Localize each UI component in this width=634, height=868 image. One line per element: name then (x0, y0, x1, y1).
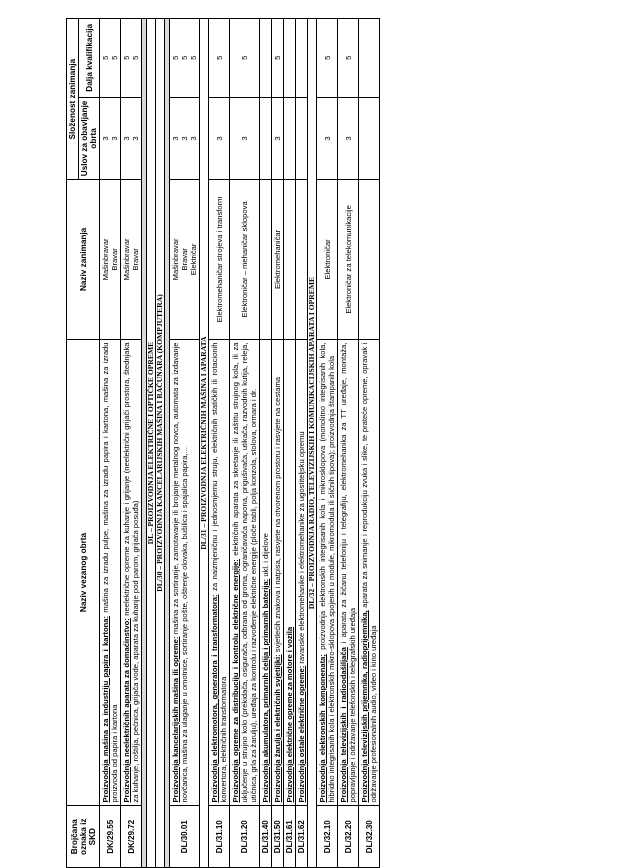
row-condition (121, 97, 142, 180)
header-code: Brojčana oznaka iz SKD (67, 806, 100, 868)
rotated-landscape-page (66, 18, 591, 868)
header-condition: Uslov za obavljanje obrta (79, 97, 100, 180)
row-title: Proizvodnja akumulatora, primarnih ćelija i primarnih baterija: (261, 578, 270, 803)
row-text: za naizmjeničnu i jednosmjernu struju, električnih statičkih ili rotacionih konvertora, električnih transformatora (210, 342, 228, 803)
row-code: DK/29.72 (121, 806, 142, 868)
further-line: 5 (122, 55, 131, 60)
row-further (359, 19, 380, 98)
row-code: DL/31.50 (272, 806, 284, 868)
row-occupation (338, 180, 359, 339)
condition-line: 3 (110, 136, 119, 141)
row-condition (296, 97, 308, 180)
further-line: 5 (101, 55, 110, 60)
section-heading: DL – PROIZVODNJA ELEKTRIČNE I OPTIČKE OPREME (147, 19, 156, 868)
row-occupation (121, 180, 142, 339)
condition-line: 3 (189, 136, 198, 141)
row-title: Proizvodnja neelektričnih aparata za domaćinstvo: (122, 618, 131, 803)
row-title: Proizvodnja elektronskih komponenata; (318, 654, 327, 803)
row-condition (359, 97, 380, 180)
row-further (170, 19, 200, 98)
row-text: ukl. i dijelove (261, 533, 270, 579)
row-code: DL/30.01 (170, 806, 200, 868)
row-occupation (209, 180, 230, 339)
row-condition (317, 97, 338, 180)
further-line: 5 (131, 55, 140, 60)
row-description (230, 339, 260, 806)
row-code: DL/31.62 (296, 806, 308, 868)
section-row (156, 19, 165, 868)
further-line: 5 (110, 55, 119, 60)
row-condition (260, 97, 272, 180)
table-row (260, 19, 272, 868)
condition-line: 3 (122, 136, 131, 141)
row-description (121, 339, 142, 806)
table-row (296, 19, 308, 868)
row-occupation (230, 180, 260, 339)
occupation-line: Mašinbravar (171, 238, 180, 281)
row-description (260, 339, 272, 806)
row-code: DL/31.40 (260, 806, 272, 868)
row-title: Proizvodnja televizijskih i radioodašiljača (339, 647, 348, 803)
row-occupation (284, 180, 296, 339)
table-row (338, 19, 359, 868)
row-further (260, 19, 272, 98)
occupations-table (66, 18, 380, 868)
row-occupation (317, 180, 338, 339)
further-line: 5 (322, 55, 332, 60)
row-further (296, 19, 308, 98)
row-occupation (359, 180, 380, 339)
row-text: električnih aparata za skretanje ili zaštitu strujnog kola, ili za uključenje u strujno kolo (prekidača, osigurača, odbrana od groma, ograničavača napona, prigušivača, utikača, razvodnih kutija, releja, utičnica, grla za žarulju), uređaja za kontrolu i razvođenje električne energije (ploče tabli, polja konzola, stolova, ormara i dr. (231, 342, 258, 803)
row-title: Proizvodnja ostale električne opreme: (297, 665, 306, 803)
row-title: Proizvodnja opreme za distribuciju i kontrolu električne energije: (231, 559, 240, 803)
row-further (272, 19, 284, 98)
row-description (338, 339, 359, 806)
occupation-line: Elektroničar (322, 239, 332, 280)
occupation-line: Mašinbravar (122, 238, 131, 281)
row-title: Proizvodnja televizijskih prijemnika, radioprijemnika, (360, 610, 369, 803)
row-text: aparata za snimanje i reprodukciju zvuka i slike, te prateće opreme, opravak i održavanje profesionalnih audio, video i kino uređaja (360, 342, 378, 803)
row-description (100, 339, 121, 806)
occupation-line: Bravar (180, 248, 189, 271)
table-row (359, 19, 380, 868)
row-description (359, 339, 380, 806)
row-code: DL/32.20 (338, 806, 359, 868)
row-title: Proizvodnja električne opreme za motore i vozila (285, 626, 294, 803)
occupation-line: Elektroničar za telekomunikacije (343, 205, 353, 314)
row-title: Proizvodnja kancelarijskih mašina ili opreme: (171, 636, 180, 803)
row-further (317, 19, 338, 98)
further-line: 5 (343, 55, 353, 60)
row-text: ravanske elektromehanike i elektromehanike za ugostiteljsku opremu (297, 431, 306, 666)
row-description (284, 339, 296, 806)
row-occupation (260, 180, 272, 339)
condition-line: 3 (101, 136, 110, 141)
condition-line: 3 (273, 136, 282, 141)
row-code: DL/32.10 (317, 806, 338, 868)
row-further (284, 19, 296, 98)
table-row (230, 19, 260, 868)
row-occupation (170, 180, 200, 339)
row-further (121, 19, 142, 98)
row-condition (230, 97, 260, 180)
row-code: DL/31.20 (230, 806, 260, 868)
row-further (230, 19, 260, 98)
row-further (100, 19, 121, 98)
row-condition (100, 97, 121, 180)
further-line: 5 (180, 55, 189, 60)
header-related-trade: Naziv vezanog obrta (67, 339, 100, 806)
occupation-line: Bravar (131, 248, 140, 271)
condition-line: 3 (214, 136, 224, 141)
occupation-line: Električar (189, 243, 198, 276)
occupation-line: Elektromehaničar strojeva i transform (214, 196, 224, 323)
header-occupation: Naziv zanimanja (67, 180, 100, 339)
further-line: 5 (214, 55, 224, 60)
table-body (100, 19, 380, 868)
row-code: DL/31.61 (284, 806, 296, 868)
table-row (317, 19, 338, 868)
row-further (209, 19, 230, 98)
condition-line: 3 (322, 136, 332, 141)
table-row (209, 19, 230, 868)
further-line: 5 (273, 55, 282, 60)
row-condition (338, 97, 359, 180)
row-occupation (100, 180, 121, 339)
row-occupation (272, 180, 284, 339)
row-description (170, 339, 200, 806)
row-text: neelektrične opreme za kuhanje i grijanje (neelektrični grijači prostora, štednjaka za kuhanje, roštilja, pećnica, grijača vode, aparata za kuhanje pod parom, grijača posuđa) (122, 342, 140, 803)
row-code: DL/31.10 (209, 806, 230, 868)
table-row (170, 19, 200, 868)
row-title: Proizvodnja elektromotora, generatora i transformatora: (210, 594, 219, 803)
further-line: 5 (189, 55, 198, 60)
row-text: mašina za sortiranje, zamotavanje ili brojanje metalnog novca, automata za izdavanje novčanica, mašina za ulaganje u omotnice, sortiranje pošte, oštrenje olovaka, bušilica i spajalica papira,... (171, 342, 189, 803)
section-row (308, 19, 317, 868)
row-title: Proizvodnja žarulja i električnih svjetiljki: (273, 654, 282, 803)
table-row (284, 19, 296, 868)
table-row (100, 19, 121, 868)
row-description (272, 339, 284, 806)
row-title: Proizvodnja mašina za industriju papira i kartona: (101, 615, 110, 803)
row-further (338, 19, 359, 98)
row-text: svjetlećih znakova i natpisa, rasvjete na otvorenom prostoru i rasvjete na cestama (273, 377, 282, 655)
header-further-qualification: Dalja kvalifikacija (79, 19, 100, 98)
row-text: i aparata za žičanu telefoniju i telegrafiju, elektromehanika za TT uređaje, montaža, popravljanje i održavanje telefonskih i telegrafskih uređaja (339, 342, 357, 803)
row-condition (284, 97, 296, 180)
section-heading: DL/31 – PROIZVODNJA ELEKTRIČNIH MAŠINA I APARATA (200, 19, 209, 868)
condition-line: 3 (180, 136, 189, 141)
condition-line: 3 (131, 136, 140, 141)
occupation-line: Elektromehaničar (273, 229, 282, 289)
row-code: DK/29.55 (100, 806, 121, 868)
condition-line: 3 (240, 136, 249, 141)
row-condition (209, 97, 230, 180)
row-condition (272, 97, 284, 180)
condition-line: 3 (171, 136, 180, 141)
section-row (200, 19, 209, 868)
row-condition (170, 97, 200, 180)
further-line: 5 (171, 55, 180, 60)
section-heading: DL/30 – PROIZVODNJA KANCELARIJSKIH MAŠINA I RAČUNARA (KOMPJUTERA) (156, 19, 165, 868)
row-text: proizvodnja elektronskih integrisanih kola i mikrosklopova (monolitno integrisanih kola, hibridno integrisanih kola i elektronskih mikro-sklopova spojenih u module, mikromodula ili sličnih tipova); proizvodnja štampanih kola (318, 342, 336, 803)
condition-line: 3 (343, 136, 353, 141)
row-description (209, 339, 230, 806)
row-occupation (296, 180, 308, 339)
row-text: mašina za izradu pulpe, mašina za izradu papira i kartona, mašina za izradu proizvoda od papira i kartona (101, 342, 119, 803)
row-description (296, 339, 308, 806)
table-row (272, 19, 284, 868)
row-description (317, 339, 338, 806)
occupation-line: Mašinbravar (101, 238, 110, 281)
row-code: DL/32.30 (359, 806, 380, 868)
header-complexity: Složenost zanimanja (67, 19, 79, 180)
table-row (121, 19, 142, 868)
further-line: 5 (240, 55, 249, 60)
section-heading: DL/32 – PROIZVODNJA RADIO, TELEVIZIJSKIH I KOMUNIKACIJSKIH APARATA I OPREME (308, 19, 317, 868)
occupation-line: Bravar (110, 248, 119, 271)
occupation-line: Elektroničar – mehaničar sklopova (240, 201, 249, 318)
